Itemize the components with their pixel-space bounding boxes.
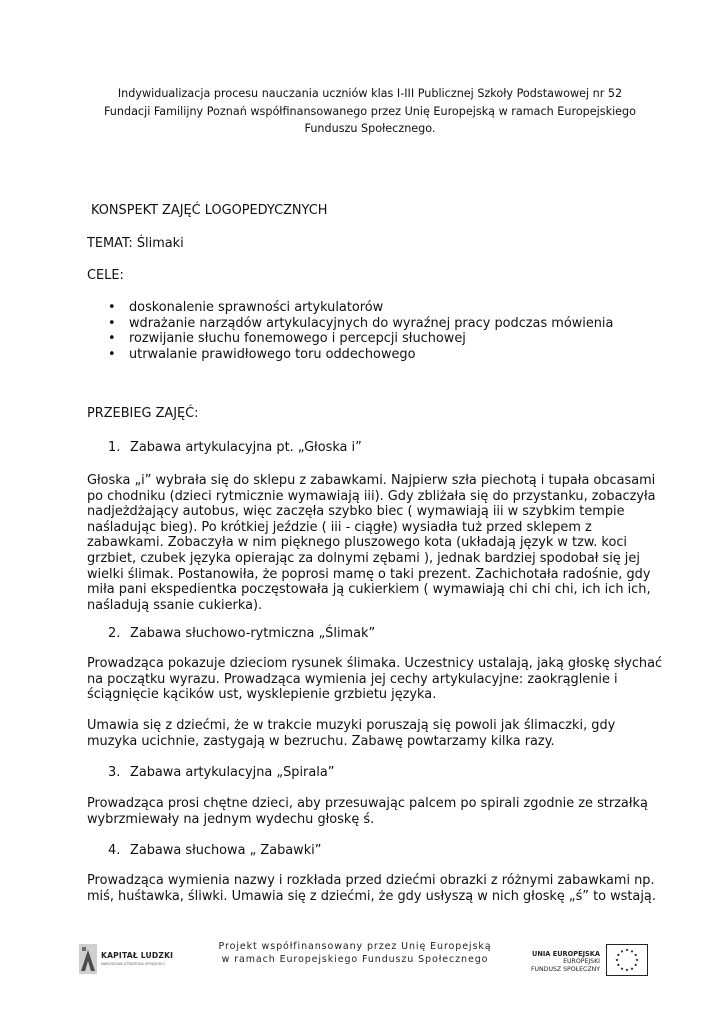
paragraph-line: ściągnięcie kącików ust, wysklepienie grzbietu języka. bbox=[87, 687, 437, 703]
step-number: 1. bbox=[108, 440, 121, 455]
eu-fund-label bbox=[520, 950, 600, 974]
goal-text: utrwalanie prawidłowego toru oddechowego bbox=[129, 346, 416, 362]
goal-text: doskonalenie sprawności artykulatorów bbox=[129, 300, 384, 315]
step-paragraph bbox=[87, 473, 656, 613]
eu-label-line: UNIA EUROPEJSKA bbox=[531, 950, 600, 958]
eu-label-line: EUROPEJSKI bbox=[563, 958, 600, 965]
paragraph-line: Prowadząca prosi chętne dzieci, aby przesuwając palcem po spirali zgodnie ze strzałką bbox=[87, 796, 648, 811]
step-heading bbox=[108, 843, 321, 858]
paragraph-line: grzbiet, czubek języka opierając za dolnymi zębami ), jednak bardziej spodobał się jej bbox=[87, 550, 640, 566]
document-title: KONSPEKT ZAJĘĆ LOGOPEDYCZNYCH bbox=[91, 203, 328, 218]
step-title: Zabawa artykulacyjna pt. „Głoska i” bbox=[130, 440, 362, 455]
footer-line: w ramach Europejskiego Funduszu Społecznego bbox=[221, 953, 489, 965]
goal-item bbox=[87, 347, 647, 363]
goals-heading: CELE: bbox=[87, 268, 124, 283]
paragraph-line: miła pani ekspedientka poczęstowała ją cukierkiem ( wymawiają chi chi chi, ich ich ich, bbox=[87, 582, 651, 598]
header-line: Funduszu Społecznego. bbox=[304, 122, 436, 135]
goal-text: wdrażanie narządów artykulacyjnych do wyraźnej pracy podczas mówienia bbox=[129, 315, 614, 331]
goal-text: rozwijanie słuchu fonemowego i percepcji słuchowej bbox=[129, 331, 466, 347]
lesson-subject: TEMAT: Ślimaki bbox=[87, 236, 184, 251]
eu-flag-icon bbox=[606, 944, 648, 976]
header-line: Indywidualizacja procesu nauczania uczniów klas I-III Publicznej Szkoły Podstawowej nr 52 bbox=[117, 87, 623, 100]
kapital-ludzki-title: KAPITAŁ LUDZKI bbox=[101, 951, 174, 960]
goal-item bbox=[87, 331, 647, 347]
project-header bbox=[70, 85, 670, 138]
step-title: Zabawa artykulacyjna „Spirala” bbox=[130, 765, 335, 780]
paragraph-line: naśladując bieg). Po krótkiej jeździe ( iii - ciągłe) wysiadła tuż przed sklepem z bbox=[87, 519, 592, 535]
paragraph-line: Głoska „i” wybrała się do sklepu z zabawkami. Najpierw szła piechotą i tupała obcasami bbox=[87, 473, 656, 488]
kapital-ludzki-subtitle: NARODOWA STRATEGIA SPÓJNOŚCI bbox=[101, 962, 165, 966]
header-line: Fundacji Familijny Poznań współfinansowanego przez Unię Europejską w ramach Europejskiego bbox=[103, 104, 637, 118]
paragraph-line: naśladują ssanie cukierka). bbox=[87, 597, 263, 613]
paragraph-line: Prowadząca pokazuje dzieciom rysunek ślimaka. Uczestnicy ustalają, jaką głoskę słychać bbox=[87, 656, 663, 671]
bullet-icon: • bbox=[108, 346, 116, 362]
paragraph-line: nadjeżdżający autobus, więc zaczęła szybko biec ( wymawiają iii w szybkim tempie bbox=[87, 504, 625, 520]
paragraph-line: wielki ślimak. Postanowiła, że poprosi mamę o taki prezent. Zachichotała radośnie, gdy bbox=[87, 566, 651, 582]
paragraph-line: zabawkami. Zobaczyła w nim pięknego pluszowego kota (układają język w tzw. koci bbox=[87, 535, 627, 551]
goals-list bbox=[87, 300, 647, 362]
step-paragraph bbox=[87, 656, 663, 703]
step-number: 4. bbox=[108, 843, 121, 858]
kapital-ludzki-logo bbox=[79, 944, 179, 974]
footer-line: Projekt współfinansowany przez Unię Europejską bbox=[218, 941, 492, 952]
eu-label-line: FUNDUSZ SPOŁECZNY bbox=[530, 966, 600, 973]
step-number: 3. bbox=[108, 765, 121, 780]
bullet-icon: • bbox=[108, 300, 116, 315]
goal-item bbox=[87, 316, 647, 332]
kapital-ludzki-icon bbox=[79, 944, 99, 974]
paragraph-line: muzyka ucichnie, zastygają w bezruchu. Zabawę powtarzamy kilka razy. bbox=[87, 733, 555, 749]
step-paragraph bbox=[87, 796, 648, 827]
step-heading bbox=[108, 765, 334, 780]
step-title: Zabawa słuchowo-rytmiczna „Ślimak” bbox=[130, 626, 376, 641]
paragraph-line: Prowadząca wymienia nazwy i rozkłada przed dziećmi obrazki z różnymi zabawkami np. bbox=[87, 873, 655, 888]
bullet-icon: • bbox=[108, 331, 116, 347]
goal-item bbox=[87, 300, 647, 316]
paragraph-line: na początku wyrazu. Prowadząca wymienia jej cechy artykulacyjne: zaokrąglenie i bbox=[87, 671, 618, 687]
paragraph-line: po chodniku (dzieci rytmicznie wymawiają iii). Gdy zbliżała się do przystanku, zobaczyła bbox=[87, 488, 656, 504]
step-paragraph bbox=[87, 873, 656, 904]
paragraph-line: miś, huśtawka, śliwki. Umawia się z dziećmi, że gdy usłyszą w nich głoskę „ś” to wstają. bbox=[87, 888, 656, 904]
footer-cofinancing-note bbox=[205, 941, 505, 966]
bullet-icon: • bbox=[108, 315, 116, 331]
step-heading bbox=[108, 626, 375, 641]
paragraph-line: wybrzmiewały na jednym wydechu głoskę ś. bbox=[87, 811, 375, 827]
step-title: Zabawa słuchowa „ Zabawki” bbox=[130, 843, 322, 858]
step-number: 2. bbox=[108, 626, 121, 641]
paragraph-line: Umawia się z dziećmi, że w trakcie muzyki poruszają się powoli jak ślimaczki, gdy bbox=[87, 718, 616, 733]
step-paragraph bbox=[87, 718, 642, 749]
step-heading bbox=[108, 440, 362, 455]
plan-heading: PRZEBIEG ZAJĘĆ: bbox=[87, 406, 199, 421]
